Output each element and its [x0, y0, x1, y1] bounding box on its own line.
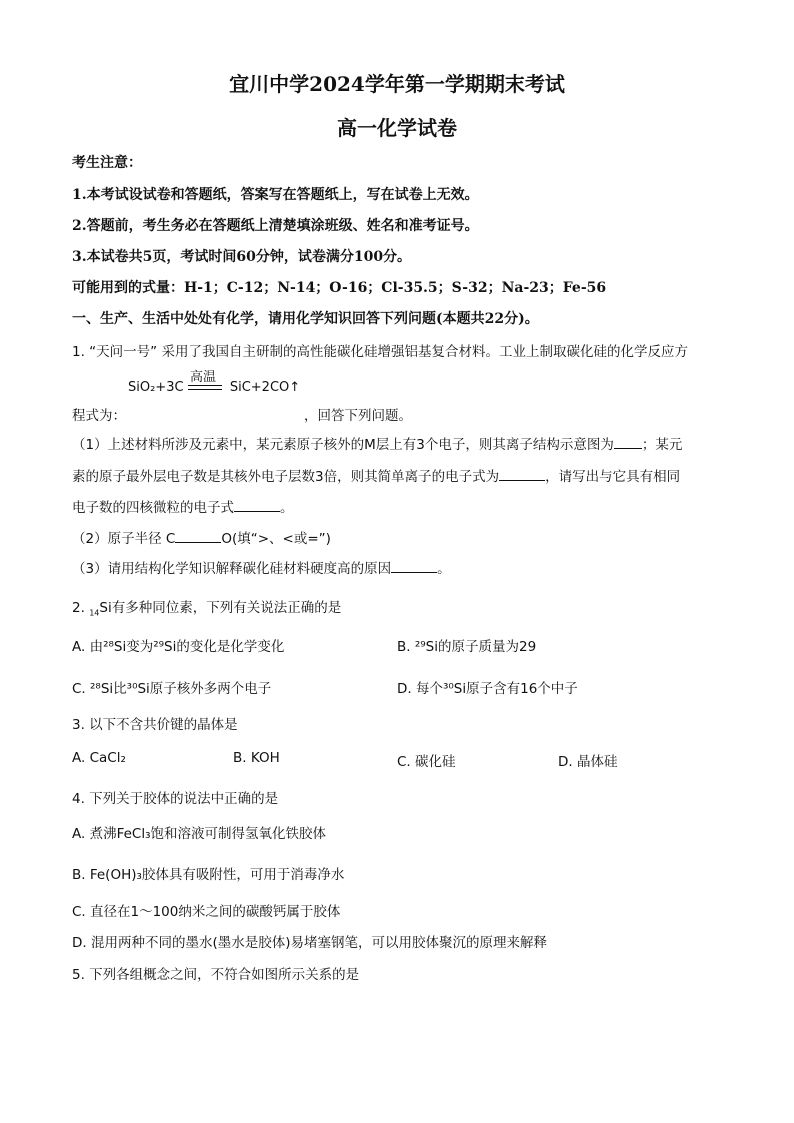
option-4c[interactable]: C. 直径在1～100纳米之间的碳酸钙属于胶体	[72, 904, 341, 920]
answer-blank[interactable]	[614, 435, 642, 449]
part-3-text-b: 。	[437, 561, 451, 577]
element-symbol: Si	[99, 600, 112, 616]
stem-cont-b: ，回答下列问题。	[304, 408, 412, 424]
part-1-text-a: （1）上述材料所涉及元素中，某元素原子核外的M层上有3个电子，则其离子结构示意图为	[72, 437, 614, 453]
question-1-stem-cont	[72, 404, 412, 424]
reaction-equation	[128, 380, 300, 395]
answer-blank[interactable]	[234, 498, 280, 512]
part-1-text-b: ；某元	[641, 437, 683, 453]
notice-item-3: 3.本试卷共5页，考试时间60分钟，试卷满分100分。	[72, 249, 412, 265]
answer-blank[interactable]	[499, 467, 545, 481]
option-2d[interactable]: D. 每个³⁰Si原子含有16个中子	[397, 681, 578, 697]
question-2-text: 有多种同位素，下列有关说法正确的是	[111, 600, 342, 616]
part-1-text-d: ，请写出与它具有相同	[545, 469, 681, 485]
part-2-text-b: O(填“>、<或=”)	[221, 531, 331, 547]
question-5-stem: 5. 下列各组概念之间，不符合如图所示关系的是	[72, 967, 360, 983]
answer-blank[interactable]	[175, 529, 221, 543]
stem-cont-a: 程式为：	[72, 408, 126, 424]
reaction-condition: 高温	[190, 370, 217, 385]
option-4a[interactable]: A. 煮沸FeCl₃饱和溶液可制得氢氧化铁胶体	[72, 826, 327, 842]
option-4b[interactable]: B. Fe(OH)₃胶体具有吸附性，可用于消毒净水	[72, 867, 345, 883]
option-3b[interactable]: B. KOH	[233, 750, 280, 766]
atomic-number: 14	[89, 608, 100, 618]
option-3d[interactable]: D. 晶体硅	[558, 754, 618, 770]
question-2-number: 2.	[72, 600, 85, 616]
option-3c[interactable]: C. 碳化硅	[397, 754, 456, 770]
part-1-text-c: 素的原子最外层电子数是其核外电子层数3倍，则其简单离子的电子式为	[72, 469, 500, 485]
question-1-part-1	[72, 433, 682, 453]
part-3-text-a: （3）请用结构化学知识解释碳化硅材料硬度高的原因	[72, 561, 392, 577]
part-1-text-e: 电子数的四核微粒的电子式	[72, 500, 234, 516]
part-2-text-a: （2）原子半径 C	[72, 531, 176, 547]
question-1-part-1-cont	[72, 465, 680, 485]
notice-item-1: 1.本考试设试卷和答题纸，答案写在答题纸上，写在试卷上无效。	[72, 187, 479, 203]
question-3-stem: 3. 以下不含共价键的晶体是	[72, 717, 238, 733]
option-2b[interactable]: B. ²⁹Si的原子质量为29	[397, 639, 537, 655]
notice-item-2: 2.答题前，考生务必在答题纸上清楚填涂班级、姓名和准考证号。	[72, 218, 479, 234]
option-4d[interactable]: D. 混用两种不同的墨水(墨水是胶体)易堵塞钢笔，可以用胶体聚沉的原理来解释	[72, 935, 548, 951]
option-2a[interactable]: A. 由²⁸Si变为²⁹Si的变化是化学变化	[72, 639, 285, 655]
question-1-part-1-cont2	[72, 496, 294, 516]
answer-blank[interactable]	[391, 559, 437, 573]
exam-subtitle: 高一化学试卷	[337, 116, 457, 140]
atomic-masses: 可能用到的式量：H-1；C-12；N-14；O-16；Cl-35.5；S-32；Na-23；Fe-56	[72, 280, 607, 296]
notice-heading: 考生注意：	[72, 155, 142, 171]
question-1-part-3	[72, 557, 451, 577]
option-2c[interactable]: C. ²⁸Si比³⁰Si原子核外多两个电子	[72, 681, 272, 697]
option-3a[interactable]: A. CaCl₂	[72, 750, 126, 766]
question-1-part-2	[72, 527, 331, 547]
section-heading: 一、生产、生活中处处有化学，请用化学知识回答下列问题(本题共22分)。	[72, 311, 539, 327]
question-1-stem: 1. “天问一号” 采用了我国自主研制的高性能碳化硅增强铝基复合材料。工业上制取碳化硅的化学反应方	[72, 344, 688, 360]
question-2-stem	[72, 596, 341, 618]
exam-title: 宜川中学2024学年第一学期期末考试	[229, 72, 565, 96]
question-4-stem: 4. 下列关于胶体的说法中正确的是	[72, 791, 279, 807]
equation-products: SiC+2CO↑	[229, 380, 301, 395]
equation-reactants: SiO₂+3C	[128, 380, 184, 395]
part-1-text-f: 。	[280, 500, 294, 516]
